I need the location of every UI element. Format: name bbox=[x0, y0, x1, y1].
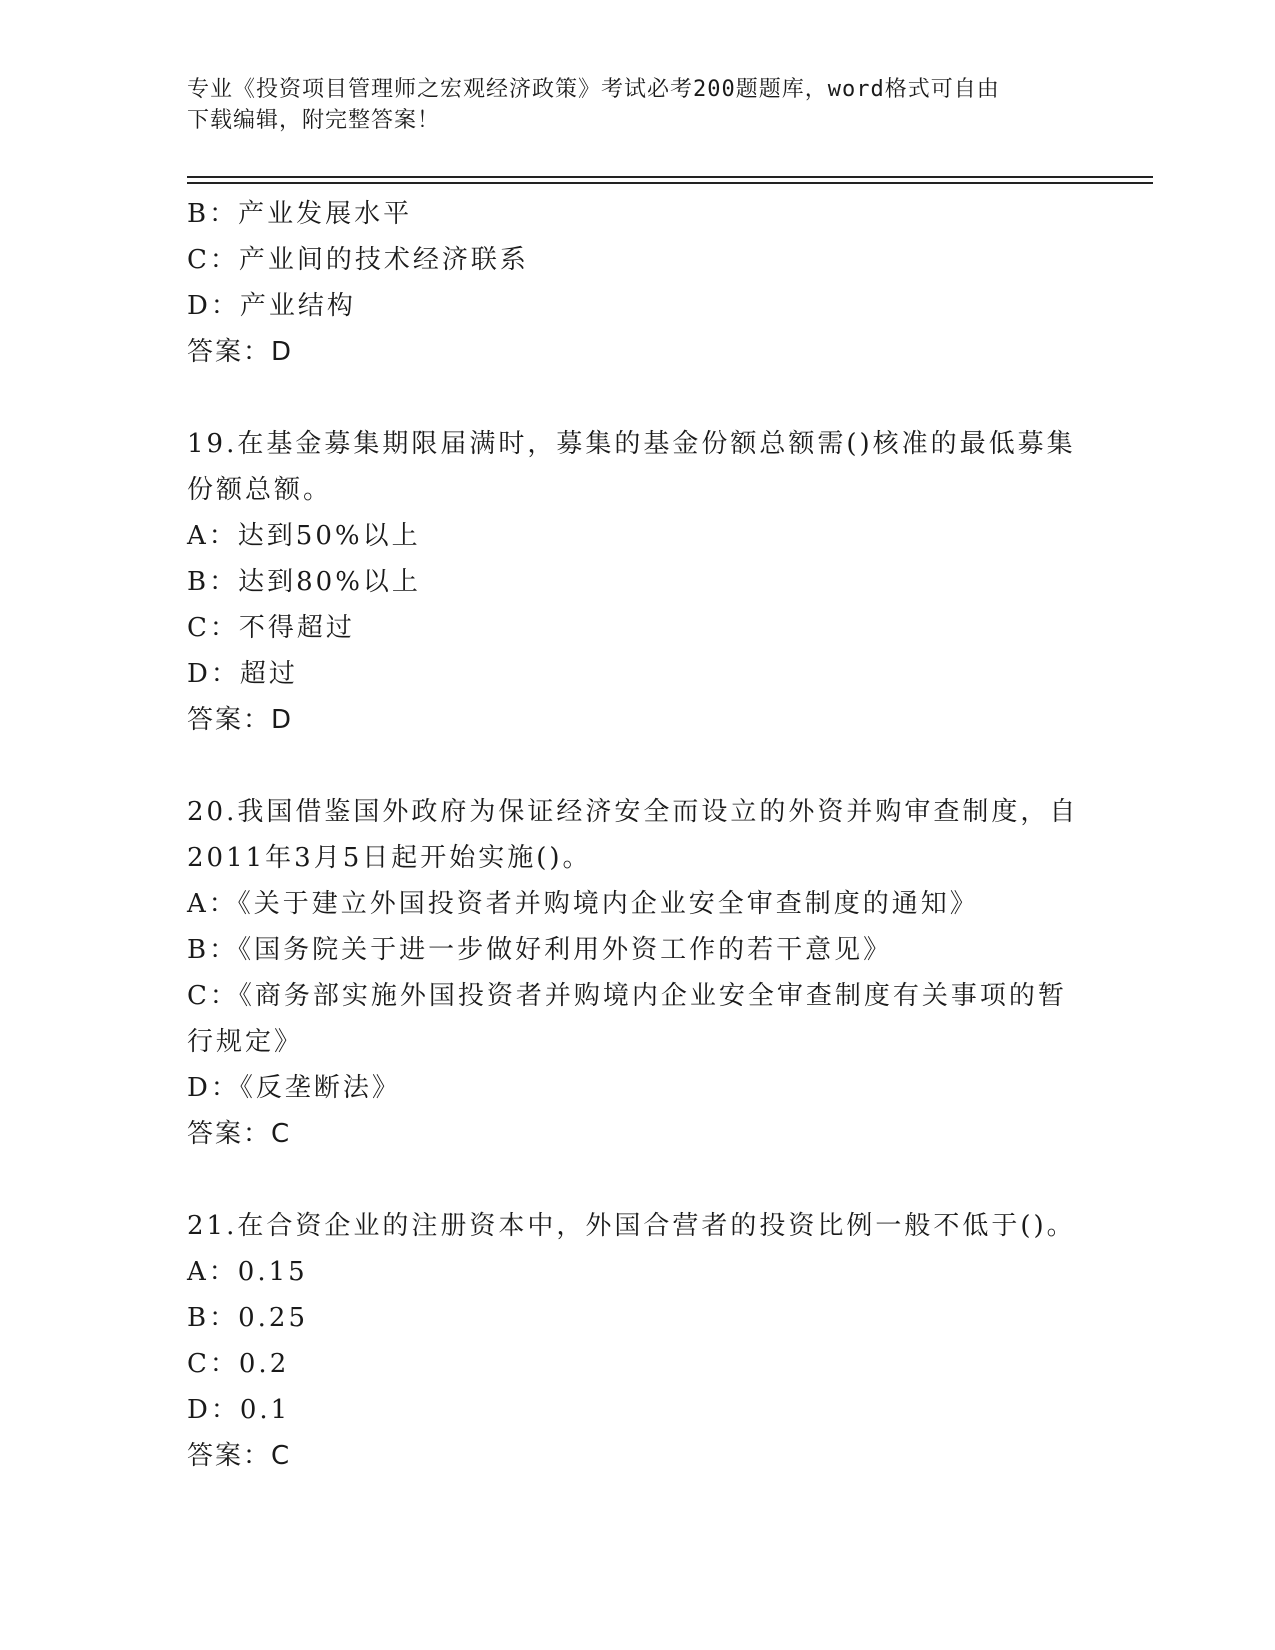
question-content bbox=[187, 191, 1087, 1479]
option-c: C：《商务部实施外国投资者并购境内企业安全审查制度有关事项的暂 bbox=[187, 981, 1067, 1011]
header-divider-bottom bbox=[187, 182, 1153, 184]
option-c: C：产业间的技术经济联系 bbox=[187, 245, 529, 275]
answer-line: 答案：D bbox=[187, 337, 294, 367]
answer-line: 答案：C bbox=[187, 1441, 292, 1471]
question-stem: 20.我国借鉴国外政府为保证经济安全而设立的外资并购审查制度，自 bbox=[187, 797, 1079, 827]
answer-line: 答案：C bbox=[187, 1119, 292, 1149]
header-line-1: 专业《投资项目管理师之宏观经济政策》考试必考200题题库，word格式可自由 bbox=[187, 77, 1000, 102]
option-b: B：0.25 bbox=[187, 1303, 308, 1333]
option-b: B：达到80%以上 bbox=[187, 567, 421, 597]
option-d: D：超过 bbox=[187, 659, 298, 689]
question-21 bbox=[187, 1203, 1087, 1479]
question-19 bbox=[187, 421, 1087, 743]
option-a: A：《关于建立外国投资者并购境内企业安全审查制度的通知》 bbox=[187, 889, 979, 919]
option-b: B：《国务院关于进一步做好利用外资工作的若干意见》 bbox=[187, 935, 893, 965]
option-c: C：不得超过 bbox=[187, 613, 355, 643]
option-b: B：产业发展水平 bbox=[187, 199, 413, 229]
answer-line: 答案：D bbox=[187, 705, 294, 735]
option-d: D：0.1 bbox=[187, 1395, 291, 1425]
option-c: C：0.2 bbox=[187, 1349, 290, 1379]
question-stem: 2011年3月5日起开始实施()。 bbox=[187, 843, 592, 873]
option-a: A：达到50%以上 bbox=[187, 521, 421, 551]
header-line-2: 下载编辑，附完整答案！ bbox=[187, 108, 441, 133]
question-18-tail bbox=[187, 191, 1087, 375]
document-header bbox=[187, 74, 1067, 136]
question-stem: 份额总额。 bbox=[187, 475, 333, 505]
question-stem: 21.在合资企业的注册资本中，外国合营者的投资比例一般不低于()。 bbox=[187, 1211, 1076, 1241]
option-d: D：产业结构 bbox=[187, 291, 356, 321]
option-c-continued: 行规定》 bbox=[187, 1027, 304, 1057]
question-20 bbox=[187, 789, 1087, 1157]
header-divider-top bbox=[187, 176, 1153, 178]
question-stem: 19.在基金募集期限届满时，募集的基金份额总额需()核准的最低募集 bbox=[187, 429, 1076, 459]
option-a: A：0.15 bbox=[187, 1257, 308, 1287]
option-d: D：《反垄断法》 bbox=[187, 1073, 401, 1103]
